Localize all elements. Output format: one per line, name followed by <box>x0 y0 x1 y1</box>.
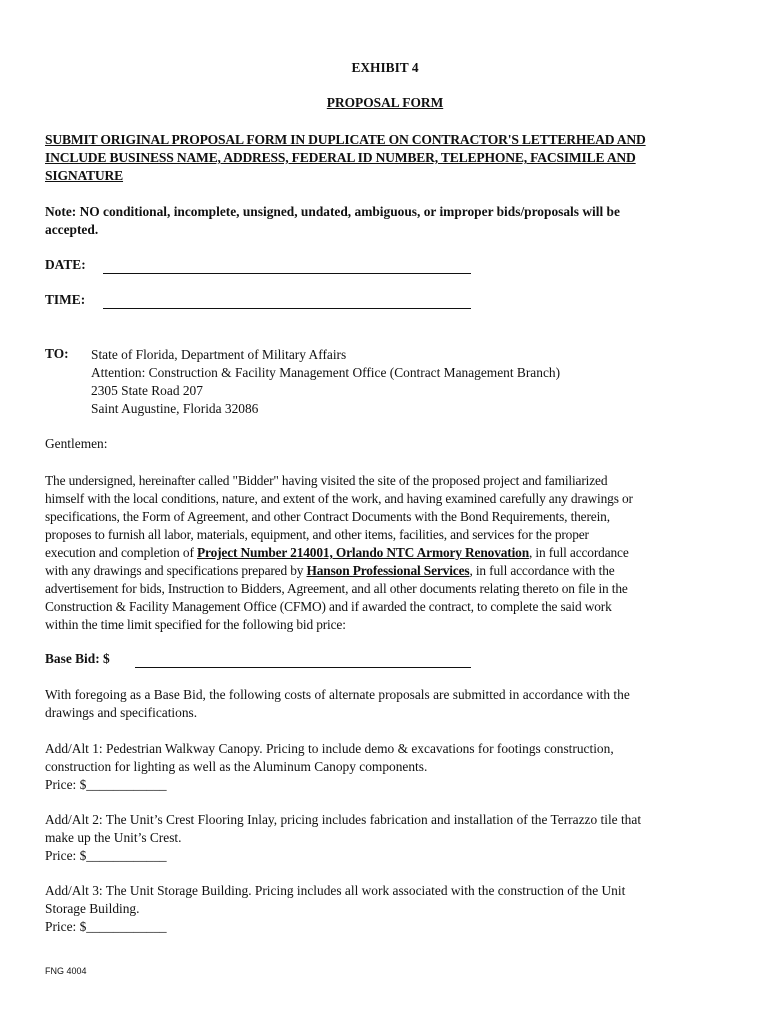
alternate-description: Add/Alt 2: The Unit’s Crest Flooring Inlay, pricing includes fabrication and installation of the Terrazzo tile that <box>45 812 642 827</box>
bid-body-paragraph <box>45 472 725 634</box>
note-line: accepted. <box>45 222 99 237</box>
form-title: PROPOSAL FORM <box>326 95 444 110</box>
date-input-line[interactable] <box>103 257 471 274</box>
alternate-1 <box>45 740 725 794</box>
date-field <box>45 257 86 273</box>
body-line: himself with the local conditions, nature, and extent of the work, and having examined carefully any drawings or <box>45 491 633 506</box>
alternate-3 <box>45 882 725 936</box>
alternate-price[interactable]: Price: $____________ <box>45 777 167 792</box>
address-line: Attention: Construction & Facility Management Office (Contract Management Branch) <box>91 365 561 380</box>
time-field <box>45 292 85 308</box>
recipient-address <box>91 346 560 418</box>
form-code: FNG 4004 <box>45 966 87 976</box>
to-label: TO: <box>45 346 69 361</box>
intro-line: With foregoing as a Base Bid, the following costs of alternate proposals are submitted in accordance with the <box>45 687 630 702</box>
body-line: with any drawings and specifications prepared by Hanson Professional Services, in full accordance with the <box>45 563 615 578</box>
body-line: specifications, the Form of Agreement, and other Contract Documents with the Bond Requirements, therein, <box>45 509 610 524</box>
time-input-line[interactable] <box>103 292 471 309</box>
alternates-intro <box>45 686 725 722</box>
base-bid-label: Base Bid: $ <box>45 651 110 666</box>
address-line: 2305 State Road 207 <box>91 383 203 398</box>
alternate-description: Storage Building. <box>45 901 140 916</box>
alternate-description: make up the Unit’s Crest. <box>45 830 182 845</box>
alternate-description: construction for lighting as well as the Aluminum Canopy components. <box>45 759 428 774</box>
alternate-price[interactable]: Price: $____________ <box>45 848 167 863</box>
alternate-description: Add/Alt 1: Pedestrian Walkway Canopy. Pricing to include demo & excavations for footings construction, <box>45 741 614 756</box>
body-line: advertisement for bids, Instruction to Bidders, Agreement, and all other documents relating thereto on file in the <box>45 581 628 596</box>
address-line: State of Florida, Department of Military Affairs <box>91 347 347 362</box>
alternate-2 <box>45 811 725 865</box>
instruction-line: SUBMIT ORIGINAL PROPOSAL FORM IN DUPLICATE ON CONTRACTOR'S LETTERHEAD AND <box>45 132 646 147</box>
instruction-line: SIGNATURE <box>45 168 124 183</box>
instruction-line: INCLUDE BUSINESS NAME, ADDRESS, FEDERAL ID NUMBER, TELEPHONE, FACSIMILE AND <box>45 150 636 165</box>
time-label: TIME: <box>45 292 86 307</box>
alternate-price[interactable]: Price: $____________ <box>45 919 167 934</box>
alternate-description: Add/Alt 3: The Unit Storage Building. Pricing includes all work associated with the construction of the Unit <box>45 883 626 898</box>
body-line: execution and completion of Project Number 214001, Orlando NTC Armory Renovation, in full accordance <box>45 545 629 560</box>
exhibit-label: EXHIBIT 4 <box>351 60 419 75</box>
project-number: Project Number 214001, Orlando NTC Armory Renovation <box>196 545 530 560</box>
submission-instructions <box>45 131 745 185</box>
base-bid-input-line[interactable] <box>135 651 471 668</box>
body-line: within the time limit specified for the following bid price: <box>45 617 346 632</box>
note <box>45 203 725 239</box>
intro-line: drawings and specifications. <box>45 705 198 720</box>
architect-firm: Hanson Professional Services <box>306 563 470 578</box>
body-line: proposes to furnish all labor, materials, equipment, and other items, facilities, and services for the proper <box>45 527 589 542</box>
salutation: Gentlemen: <box>45 436 108 451</box>
body-line: Construction & Facility Management Office (CFMO) and if awarded the contract, to complete the said work <box>45 599 612 614</box>
address-line: Saint Augustine, Florida 32086 <box>91 401 259 416</box>
body-line: The undersigned, hereinafter called "Bidder" having visited the site of the proposed project and familiarized <box>45 473 608 488</box>
date-label: DATE: <box>45 257 86 272</box>
base-bid-field <box>45 651 110 667</box>
note-line: Note: NO conditional, incomplete, unsigned, undated, ambiguous, or improper bids/proposals will be <box>45 204 620 219</box>
